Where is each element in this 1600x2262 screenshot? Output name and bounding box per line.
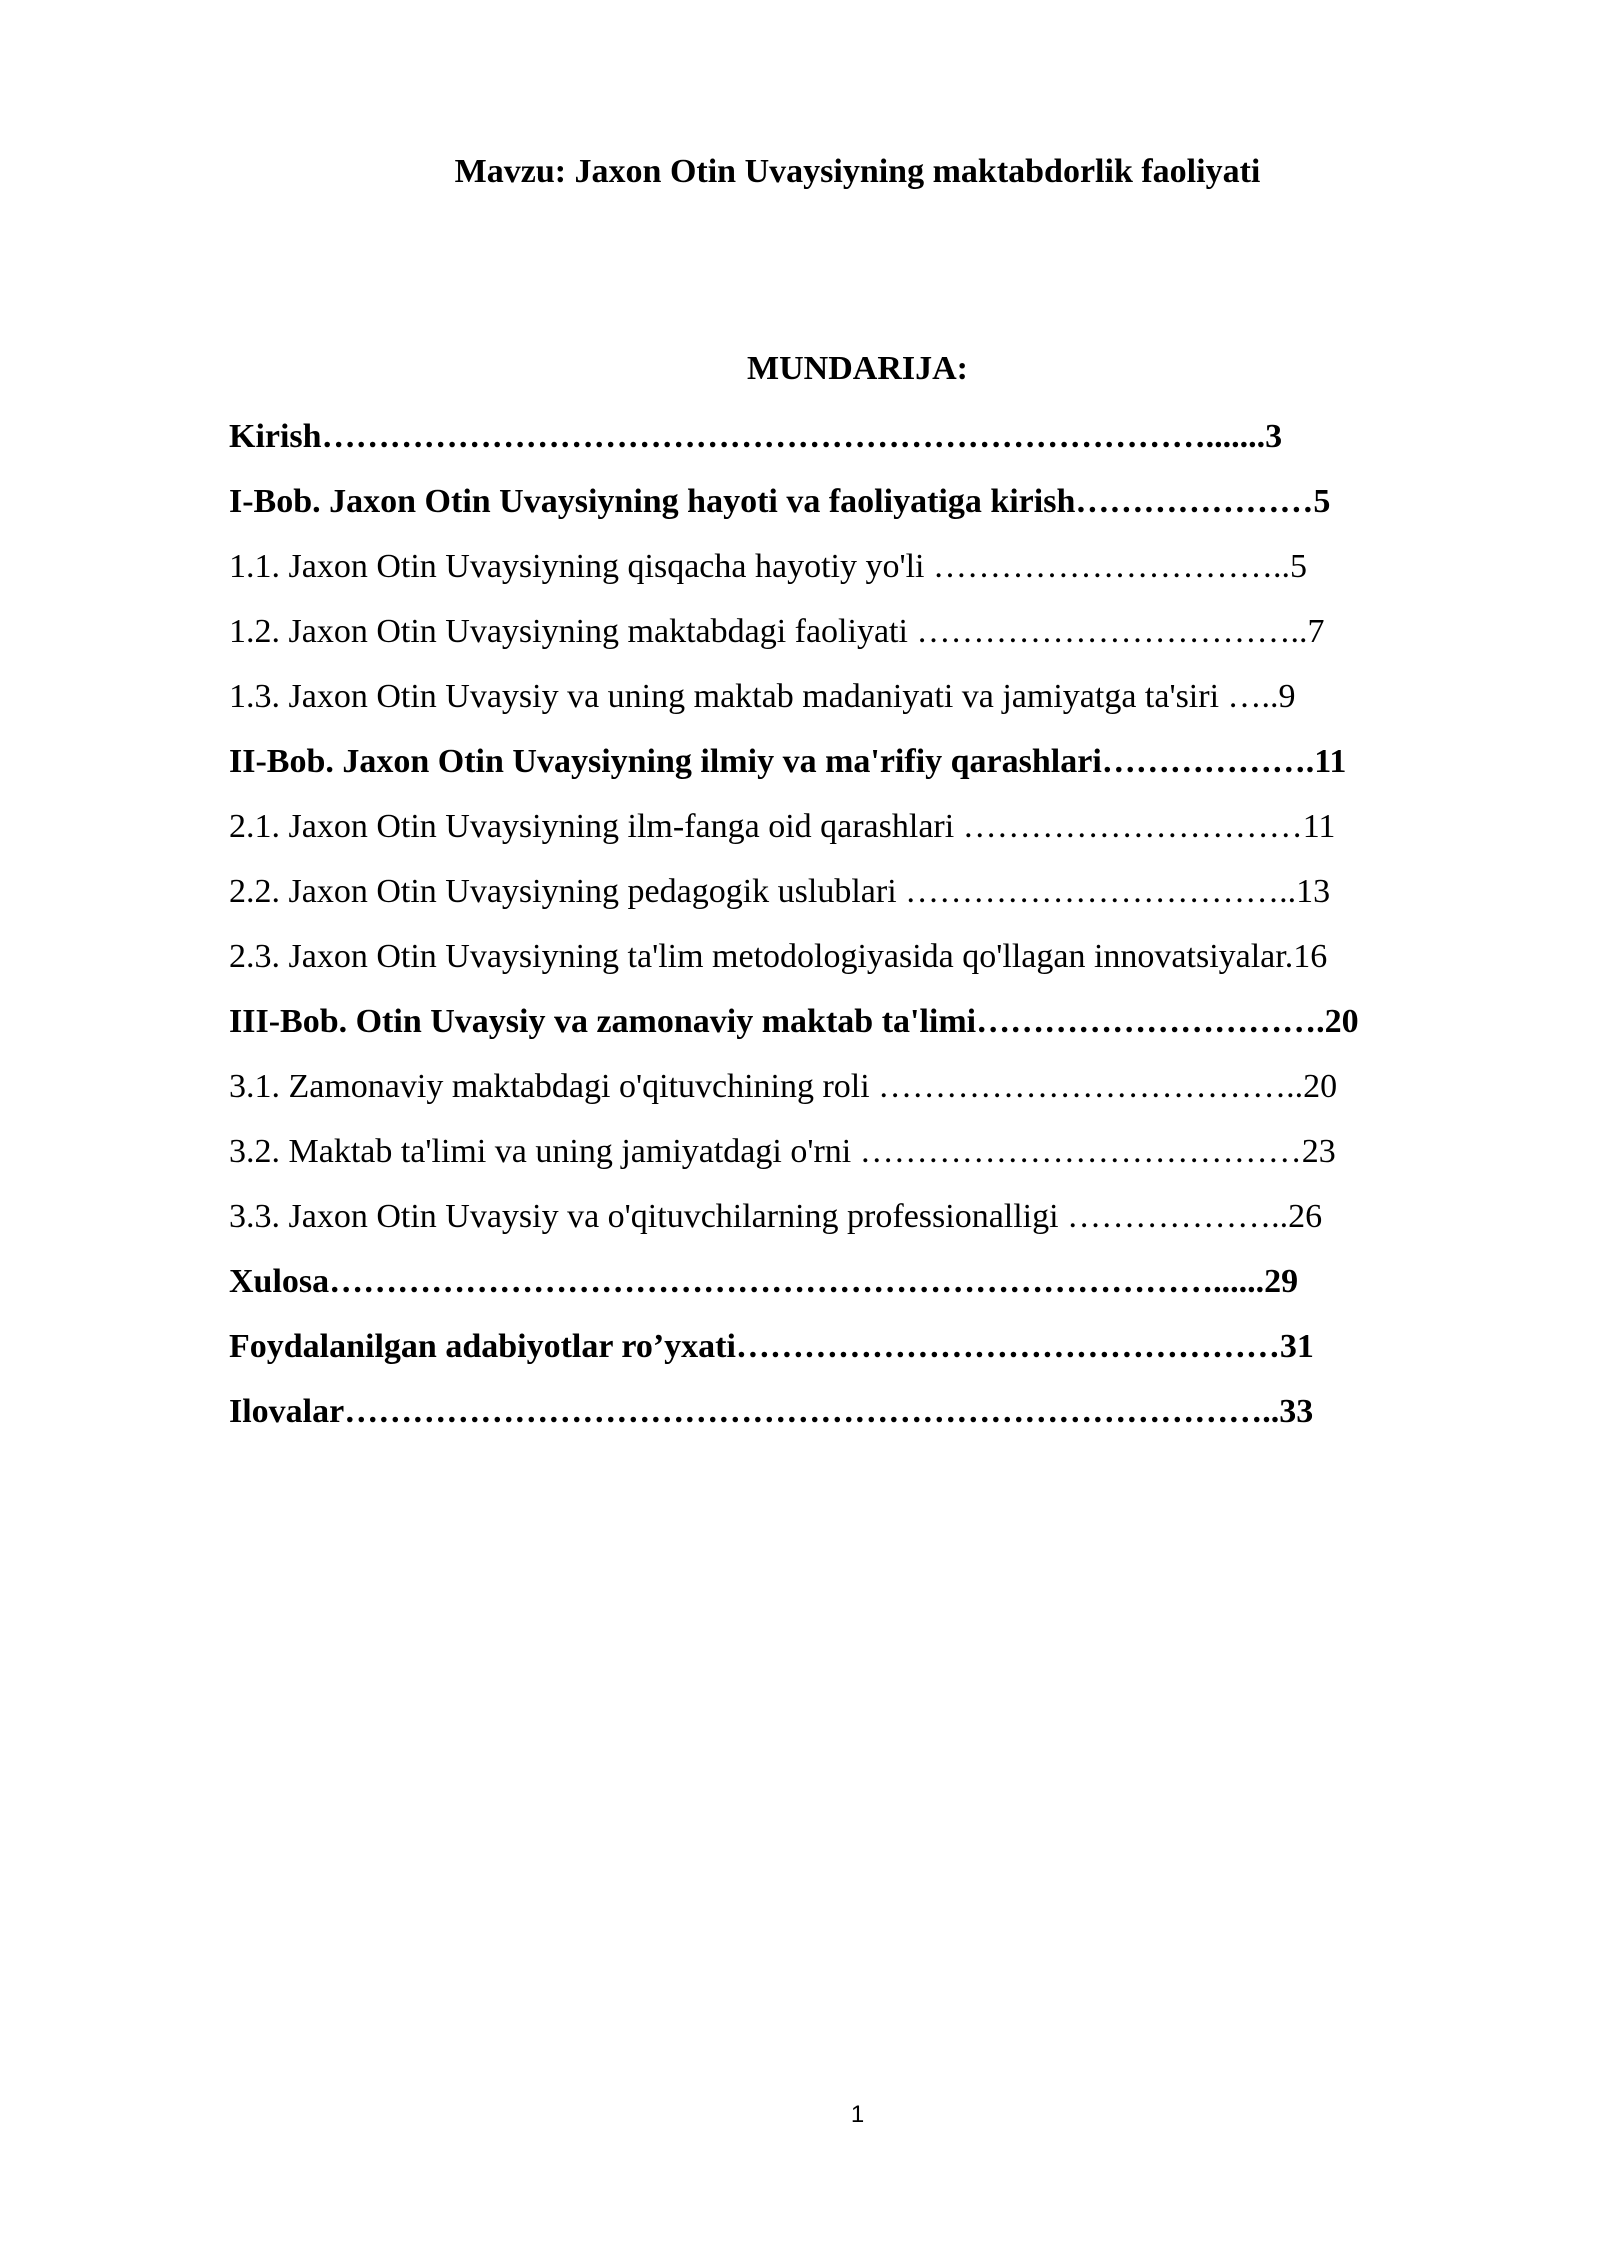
- toc-entry-kirish: Kirish…………………………………………………………………….......3: [229, 418, 1283, 455]
- toc-entry-1-3: 1.3. Jaxon Otin Uvaysiy va uning maktab madaniyati va jamiyatga ta'siri …..9: [229, 678, 1296, 715]
- toc-entry-2-3: 2.3. Jaxon Otin Uvaysiyning ta'lim metodologiyasida qo'llagan innovatsiyalar.16: [229, 938, 1328, 975]
- toc-entry-1-2: 1.2. Jaxon Otin Uvaysiyning maktabdagi faoliyati ……………………………..7: [229, 613, 1325, 650]
- document-title: Mavzu: Jaxon Otin Uvaysiyning maktabdorlik faoliyati: [454, 153, 1261, 190]
- toc-entry-chapter-1: I-Bob. Jaxon Otin Uvaysiyning hayoti va faoliyatiga kirish…………………5: [229, 483, 1331, 520]
- toc-entry-chapter-3: III-Bob. Otin Uvaysiy va zamonaviy maktab ta'limi………………………….20: [229, 1003, 1359, 1040]
- toc-entry-3-2: 3.2. Maktab ta'limi va uning jamiyatdagi o'rni …………………………………23: [229, 1133, 1336, 1170]
- toc-entry-3-1: 3.1. Zamonaviy maktabdagi o'qituvchining roli ………………………………..20: [229, 1068, 1338, 1105]
- toc-entry-xulosa: Xulosa……………………………………………………………………......29: [229, 1263, 1299, 1300]
- toc-entry-appendices: Ilovalar………………………………………………………………………..33: [229, 1393, 1314, 1430]
- toc-entry-chapter-2: II-Bob. Jaxon Otin Uvaysiyning ilmiy va ma'rifiy qarashlari……………….11: [229, 743, 1347, 780]
- toc-entry-2-2: 2.2. Jaxon Otin Uvaysiyning pedagogik uslublari ……………………………..13: [229, 873, 1331, 910]
- page-number: 1: [850, 2101, 865, 2128]
- toc-heading: MUNDARIJA:: [747, 350, 968, 387]
- toc-entry-1-1: 1.1. Jaxon Otin Uvaysiyning qisqacha hayotiy yo'li …………………………..5: [229, 548, 1307, 585]
- toc-entry-2-1: 2.1. Jaxon Otin Uvaysiyning ilm-fanga oid qarashlari …………………………11: [229, 808, 1336, 845]
- toc-entry-3-3: 3.3. Jaxon Otin Uvaysiy va o'qituvchilarning professionalligi ………………..26: [229, 1198, 1323, 1235]
- toc-entry-references: Foydalanilgan adabiyotlar ro’yxati…………………………………………31: [229, 1328, 1314, 1365]
- table-of-contents: [229, 412, 1529, 1452]
